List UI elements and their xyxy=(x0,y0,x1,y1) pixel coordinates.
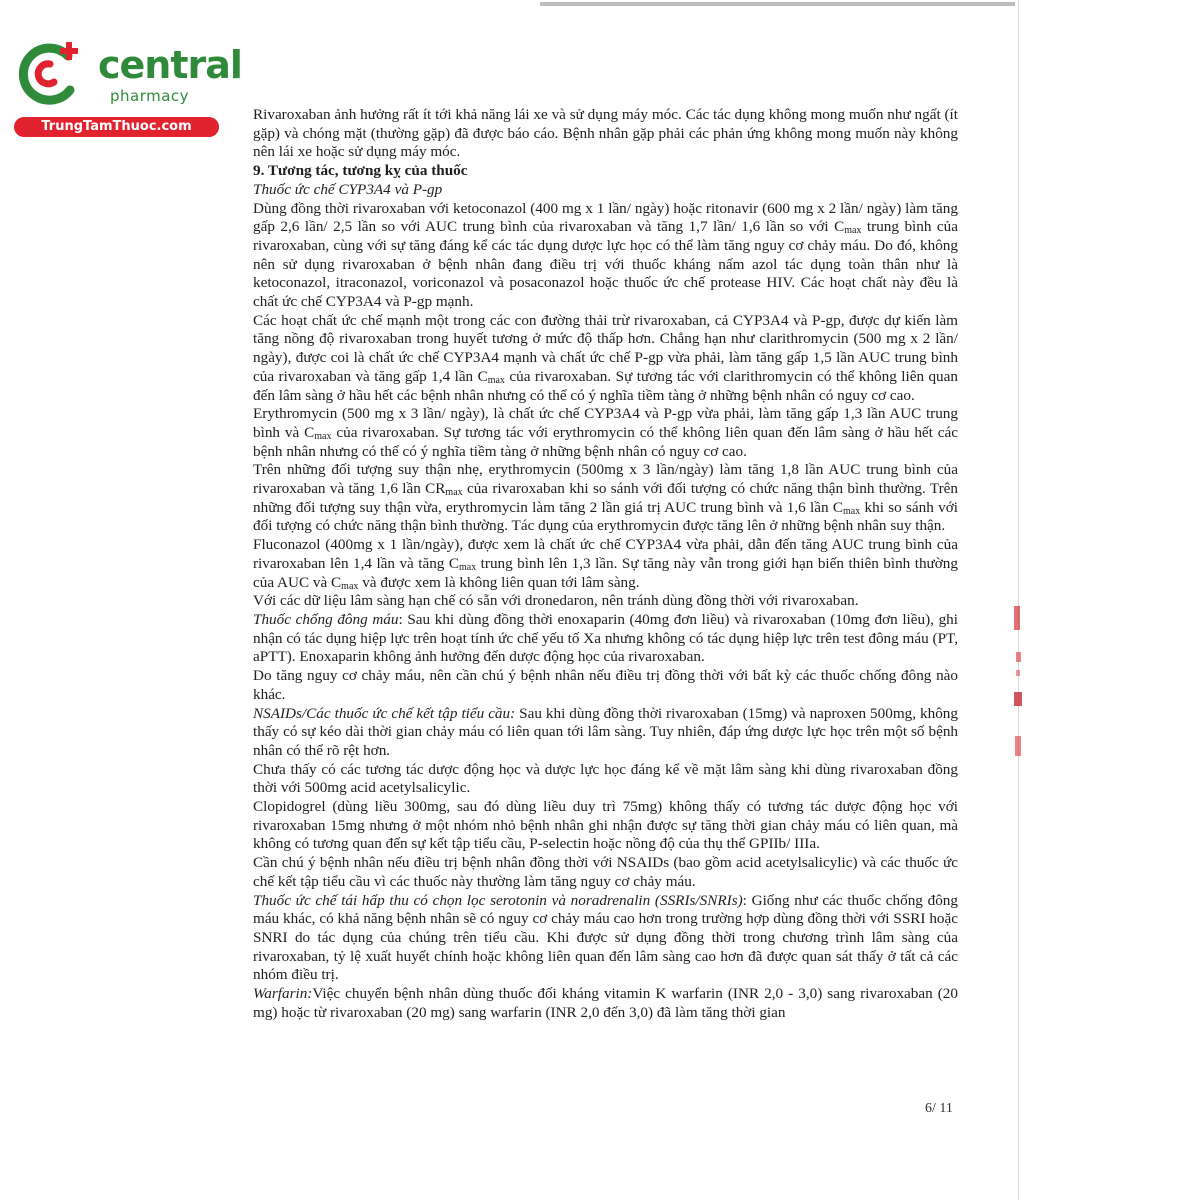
page-number: 6/ 11 xyxy=(925,1101,953,1116)
paragraph-nsaids: NSAIDs/Các thuốc ức chế kết tập tiểu cầu: Sau khi dùng đồng thời rivaroxaban (15mg) và naproxen 500mg, không thấy có sự kéo dài thời gian chảy máu có liên quan tới lâm sàng. Tuy nhiên, đáp ứng dược lực học trên một số bệnh nhân có thể rõ rệt hơn. xyxy=(253,704,958,759)
paragraph-clarithromycin: Các hoạt chất ức chế mạnh một trong các con đường thải trừ rivaroxaban, cả CYP3A4 và P-gp, được dự kiến làm tăng nồng độ rivaroxaban trong huyết tương ở mức độ thấp hơn. Chẳng hạn như clarithromycin (500 mg x 2 lần/ ngày), được coi là chất ức chế CYP3A4 mạnh và chất ức chế P-gp vừa phải, làm tăng gấp 1,5 lần AUC trung bình của rivaroxaban và tăng gấp 1,4 lần $C_{max}$ của rivaroxaban. Sự tương tác với clarithromycin có thể không liên quan đến lâm sàng ở hầu hết các bệnh nhân nhưng có thể có ý nghĩa tiềm tàng ở những bệnh nhân có nguy cơ cao. xyxy=(253,311,958,404)
paragraph-fluconazol: Fluconazol (400mg x 1 lần/ngày), được xem là chất ức chế CYP3A4 vừa phải, dẫn đến tăng AUC trung bình của rivaroxaban lên 1,4 lần và tăng $C_{max}$ trung bình lên 1,3 lần. Sự tăng này vẫn trong giới hạn biến thiên bình thường của AUC và $C_{max}$ và được xem là không liên quan tới lâm sàng. xyxy=(253,536,958,592)
scan-top-line xyxy=(540,2,1015,6)
paragraph-nsaids-caution: Cần chú ý bệnh nhân nếu điều trị bệnh nhân đồng thời với NSAIDs (bao gồm acid acetylsalicylic) và các thuốc ức chế kết tập tiểu cầu vì các thuốc này thường làm tăng nguy cơ chảy máu. xyxy=(253,854,958,890)
paragraph-warfarin: Warfarin:Việc chuyển bệnh nhân dùng thuốc đối kháng vitamin K warfarin (INR 2,0 - 3,0) sang rivaroxaban (20 mg) hoặc từ rivaroxaban (20 mg) sang warfarin (INR 2,0 đến 3,0) đã làm tăng thời gian xyxy=(253,985,958,1021)
paragraph-aspirin: Chưa thấy có các tương tác dược động học và dược lực học đáng kể về mặt lâm sàng khi dùng rivaroxaban đồng thời với 500mg acid acetylsalicylic. xyxy=(253,760,958,797)
central-pharmacy-logo-icon xyxy=(10,38,90,110)
subsection-title: Thuốc ức chế CYP3A4 và P-gp xyxy=(253,180,443,198)
paragraph-ketoconazol: Dùng đồng thời rivaroxaban với ketoconazol (400 mg x 1 lần/ ngày) hoặc ritonavir (600 mg x 2 lần/ ngày) làm tăng gấp 2,6 lần/ 2,5 lần so với AUC trung bình của rivaroxaban và tăng 1,7 lần/ 1,6 lần so với $C_{max}$ trung bình của rivaroxaban, cùng với sự tăng đáng kể các tác dụng dược lực học có thể làm tăng nguy cơ chảy máu. Do đó, không nên sử dụng rivaroxaban ở bệnh nhân đang điều trị với thuốc kháng nấm azol tác dụng toàn thân như là ketoconazol, itraconazol, voriconazol và posaconazol hoặc thuốc ức chế protease HIV. Các hoạt chất này đều là chất ức chế CYP3A4 và P-gp mạnh. xyxy=(253,199,958,311)
intro-paragraph: Rivaroxaban ảnh hưởng rất ít tới khả năng lái xe và sử dụng máy móc. Các tác dụng không mong muốn như ngất (ít gặp) và chóng mặt (thường gặp) đã được báo cáo. Bệnh nhân gặp phải các phản ứng không mong muốn này không nên lái xe hoặc sử dụng máy móc. xyxy=(253,106,958,161)
paragraph-ssri-snri: Thuốc ức chế tái hấp thu có chọn lọc serotonin và noradrenalin (SSRIs/SNRIs): Giống như các thuốc chống đông máu khác, có khả năng bệnh nhân sẽ có nguy cơ chảy máu cao hơn trong trường hợp dùng đồng thời với SSRI hoặc SNRI do tác dụng của chúng trên tiểu cầu. Khi được sử dụng đồng thời trong chương trình lâm sàng của rivaroxaban, tỷ lệ xuất huyết chính hoặc không liên quan đến lâm sàng cao hơn đã được quan sát thấy ở tất cả các nhóm điều trị. xyxy=(253,891,958,984)
stamp-fragment-icon xyxy=(1004,600,1034,770)
brand-logo[interactable] xyxy=(10,38,242,138)
paragraph-renal-impairment: Trên những đối tượng suy thận nhẹ, erythromycin (500mg x 3 lần/ngày) làm tăng 1,8 lần AUC trung bình của rivaroxaban và tăng 1,6 lần $CR_{max}$ của rivaroxaban khi so sánh với đối tượng có chức năng thận bình thường. Trên những đối tượng suy thận vừa, erythromycin làm tăng 2 lần giá trị AUC trung bình và 1,6 lần $C_{max}$ khi so sánh với đối tượng có chức năng thận bình thường. Tác dụng của erythromycin được tăng lên ở những bệnh nhân suy thận. xyxy=(253,461,958,535)
document-body xyxy=(253,106,958,1022)
brand-name: central xyxy=(98,43,242,87)
brand-tagline: pharmacy xyxy=(110,87,190,105)
paragraph-erythromycin: Erythromycin (500 mg x 3 lần/ ngày), là chất ức chế CYP3A4 và P-gp vừa phải, làm tăng gấp 1,3 lần AUC trung bình và $C_{max}$ của rivaroxaban. Sự tương tác với erythromycin có thể không liên quan đến lâm sàng ở hầu hết các bệnh nhân nhưng có thể có ý nghĩa tiềm tàng ở những bệnh nhân có nguy cơ cao. xyxy=(253,405,959,460)
section-title: 9. Tương tác, tương kỵ của thuốc xyxy=(253,162,468,180)
paragraph-bleeding-risk: Do tăng nguy cơ chảy máu, nên cần chú ý bệnh nhân nếu điều trị đồng thời với bất kỳ các thuốc chống đông nào khác. xyxy=(253,667,958,703)
brand-website[interactable]: TrungTamThuoc.com xyxy=(14,117,219,137)
paragraph-dronedaron: Với các dữ liệu lâm sàng hạn chế có sẵn với dronedaron, nên tránh dùng đồng thời với rivaroxaban. xyxy=(253,592,859,610)
paragraph-clopidogrel: Clopidogrel (dùng liều 300mg, sau đó dùng liều duy trì 75mg) không thấy có tương tác dược động học với rivaroxaban 15mg nhưng ở một nhóm nhỏ bệnh nhân ghi nhận được sự tăng thời gian chảy máu có liên quan, mà không có tương quan đến sự kết tập tiểu cầu, P-selectin hoặc nồng độ của thụ thể GPIIb/ IIIa. xyxy=(253,798,958,853)
paragraph-anticoagulants: Thuốc chống đông máu: Sau khi dùng đồng thời enoxaparin (40mg đơn liều) và rivaroxaban (10mg đơn liều), ghi nhận có tác dụng hiệp lực trên hoạt tính ức chế yếu tố Xa nhưng không có tác dụng hiệp lực trên test đông máu (PT, aPTT). Enoxaparin không ảnh hưởng đến dược động học của rivaroxaban. xyxy=(253,610,958,666)
